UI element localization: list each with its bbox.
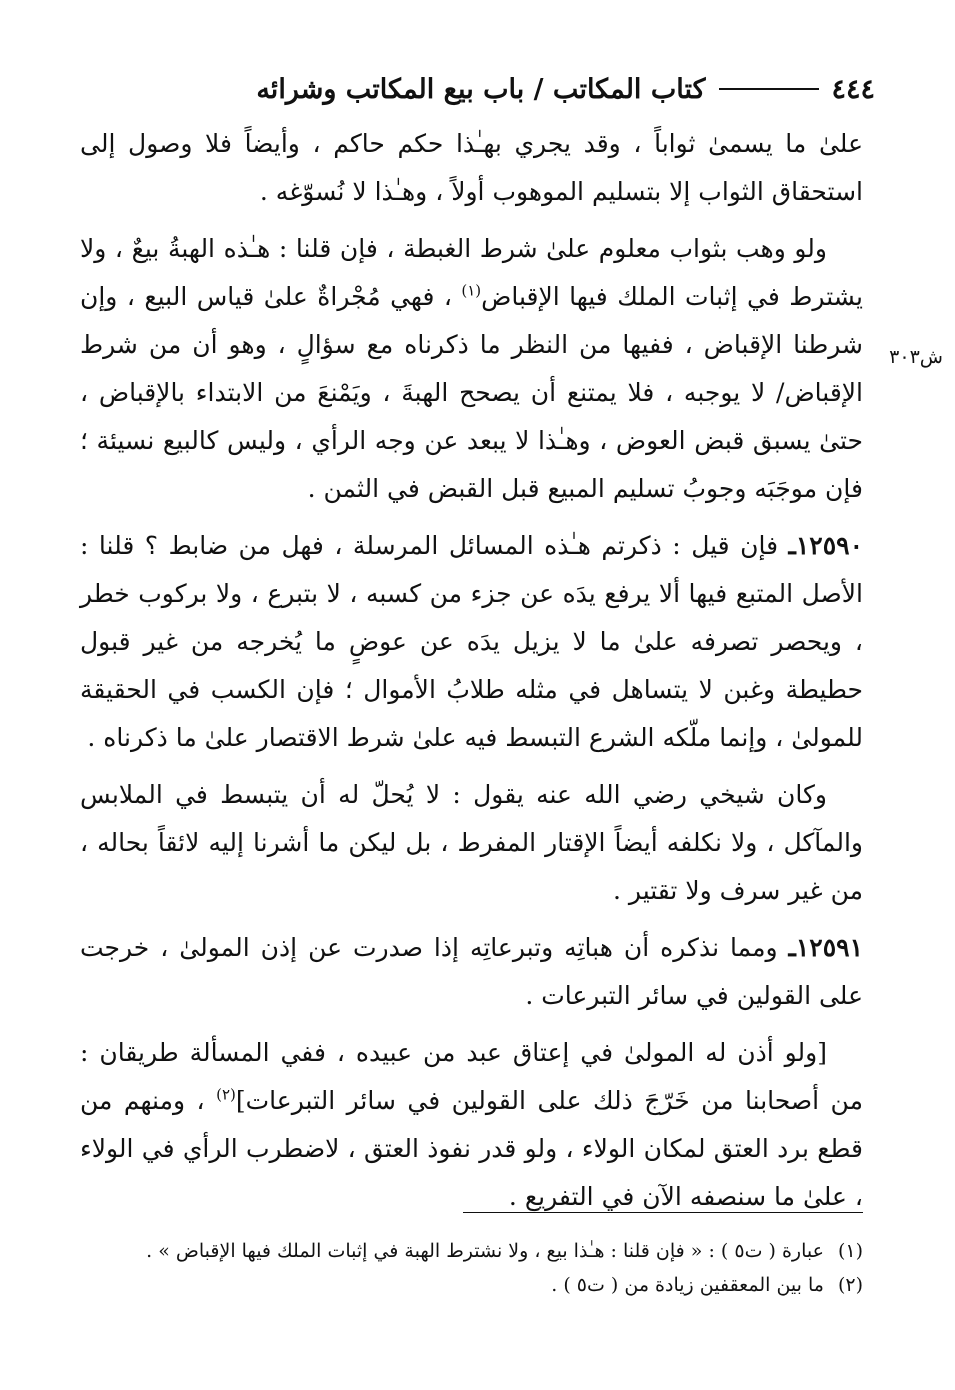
paragraph-text: [ولو أذن له المولىٰ في إعتاق عبد من عبيده ، ففي المسألة طريقان : من أصحابنا من خَرّجَ ذلك على القولين في سائر التبرعات] xyxy=(80,1038,863,1115)
footnote xyxy=(80,1234,863,1268)
paragraph-text: ولو وهب بثواب معلوم علىٰ شرط الغبطة ، فإن قلنا : هـٰذه الهبةُ بيعٌ ، ولا يشترط في إثبات الملك فيها الإقباض xyxy=(80,234,863,311)
paragraph xyxy=(80,1029,863,1221)
footnote-text: عبارة ( ت٥ ) : « فإن قلنا : هـٰذا بيع ، ولا نشترط الهبة في إثبات الملك فيها الإقباض » . xyxy=(146,1240,824,1262)
footnote-ref: (٢) xyxy=(216,1085,236,1104)
paragraph-text-cont: ، ومنهم من قطع برد العتق لمكان الولاء ، ولو قدر نفوذ العتق ، لاضطرب الرأي في الولاء ، علىٰ ما سنصفه الآن في التفريع . xyxy=(80,1086,863,1211)
section-number: ١٢٥٩١ـ xyxy=(788,933,863,962)
footnotes xyxy=(80,1234,863,1302)
paragraph-text: وكان شيخي رضي الله عنه يقول : لا يُحلّ له أن يتبسط في الملابس والمآكل ، ولا نكلفه أيضاً الإقتار المفرط ، بل ليكن ما أشرنا إليه لائقاً بحاله ، من غير سرف ولا تقتير . xyxy=(80,780,863,905)
paragraph-text-cont: ، فهي مُجْراةٌ علىٰ قياس البيع ، وإن شرطنا الإقباض ، ففيها من النظر ما ذكرناه مع سؤالٍ ، وهو أن من شرط الإقباض/ لا يوجبه ، فلا يمتنع أن يصحح الهبةَ ، ويَمْنعَ من الابتداء بالإقباض ، حتىٰ يسبق قبض العوض ، وهـٰذا لا يبعد عن وجه الرأي ، وليس كالبيع نسيئة ؛ فإن موجَبَه وجوبُ تسليم المبيع قبل القبض في الثمن . xyxy=(80,282,863,503)
footnote xyxy=(80,1268,863,1302)
page-header xyxy=(80,66,875,112)
paragraph xyxy=(80,522,863,762)
body-text xyxy=(80,120,863,1230)
paragraph-text: فإن قيل : ذكرتم هـٰذه المسائل المرسلة ، فهل من ضابط ؟ قلنا : الأصل المتبع فيها ألا يرفع يدَه عن جزء من كسبه ، لا بتبرع ، ولا بركوب خطر ، ويحصر تصرفه علىٰ ما لا يزيل يدَه عن عوضٍ ما يُخرجه من غير قبول حطيطة وغبن لا يتساهل في مثله طلابُ الأموال ؛ فإن الكسب في الحقيقة للمولىٰ ، وإنما ملّكه الشرع التبسط فيه علىٰ شرط الاقتصار علىٰ ما ذكرناه . xyxy=(80,531,863,752)
footnote-text: ما بين المعقفين زيادة من ( ت٥ ) . xyxy=(551,1274,824,1296)
running-title: كتاب المكاتب / باب بيع المكاتب وشرائه xyxy=(256,73,706,105)
paragraph xyxy=(80,225,863,513)
section-number: ١٢٥٩٠ـ xyxy=(788,531,863,560)
footnote-divider xyxy=(463,1212,863,1213)
paragraph-text: علىٰ ما يسمىٰ ثواباً ، وقد يجري بهـٰذا حكم حاكم ، وأيضاً فلا وصول إلى استحقاق الثواب إلا بتسليم الموهوب أولاً ، وهـٰذا لا نُسوّغه . xyxy=(80,129,863,206)
footnote-number: (١) xyxy=(837,1240,863,1262)
footnote-number: (٢) xyxy=(837,1274,863,1296)
paragraph xyxy=(80,771,863,915)
paragraph-text: ومما نذكره أن هباتِه وتبرعاتِه إذا صدرت عن إذن المولىٰ ، خرجت على القولين في سائر التبرعات . xyxy=(80,933,863,1010)
page-number: ٤٤٤ xyxy=(831,73,875,105)
paragraph xyxy=(80,120,863,216)
footnote-ref: (١) xyxy=(461,281,482,300)
header-rule xyxy=(719,88,819,90)
margin-note: ش٣٠٣ xyxy=(889,346,943,368)
paragraph xyxy=(80,924,863,1020)
